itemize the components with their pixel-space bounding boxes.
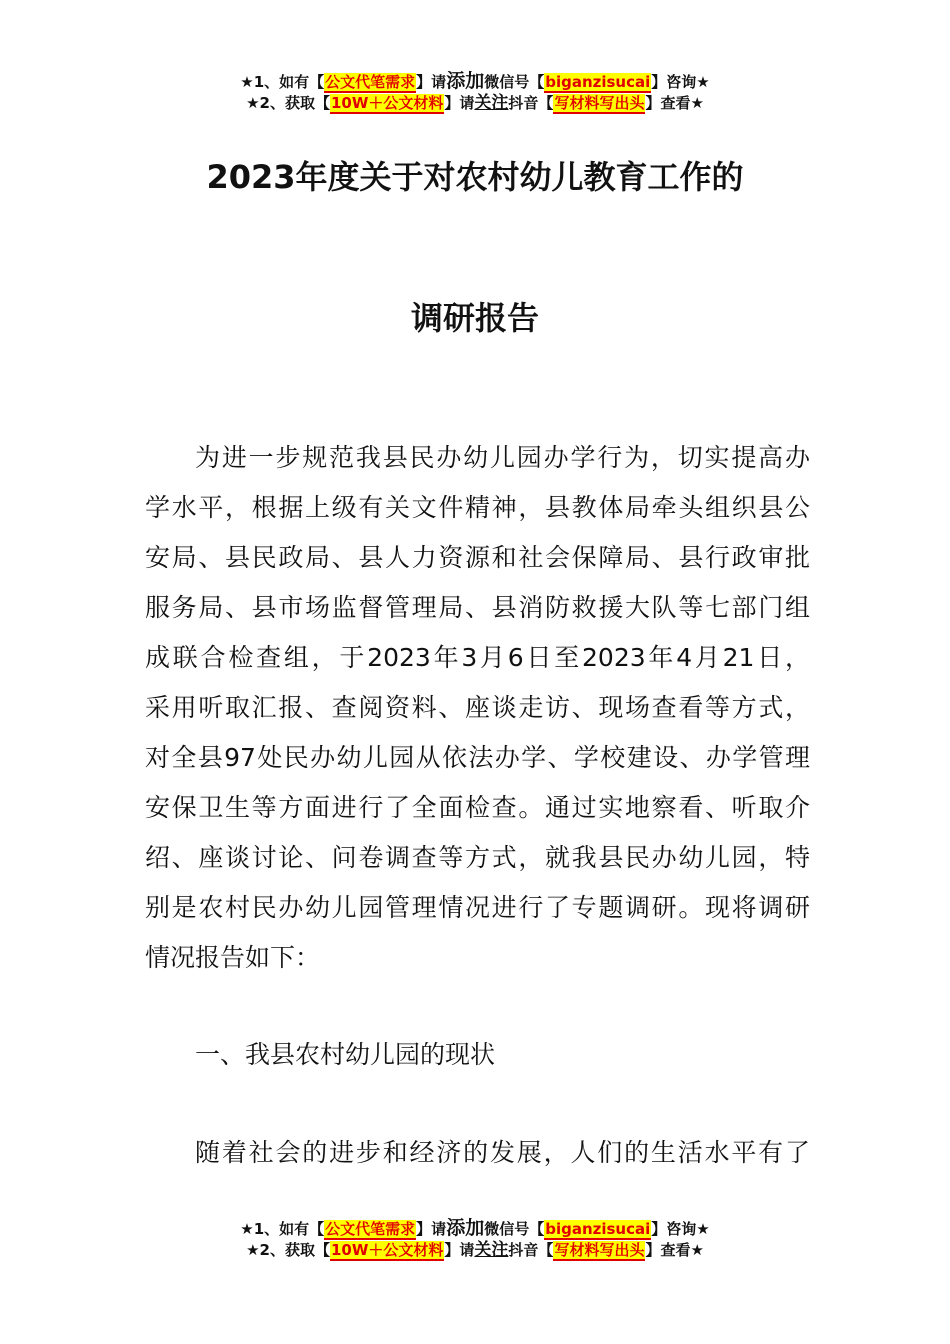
banner-text: 】查看★ [645, 1241, 704, 1259]
banner-douyin-id: 写材料写出头 [554, 94, 645, 112]
banner-text: 微信号【 [484, 1220, 545, 1238]
banner-emphasis: 添加 [446, 70, 485, 92]
banner-text: 】请 [416, 1220, 447, 1238]
paragraph-line: 安保卫生等方面进行了全面检查。通过实地察看、听取介 [145, 793, 810, 822]
banner-emphasis: 关注 [474, 1240, 509, 1260]
section-heading-text: 一、我县农村幼儿园的现状 [195, 1040, 496, 1069]
banner-text: 】请 [416, 73, 447, 91]
paragraph-line: 对全县97处民办幼儿园从依法办学、学校建设、办学管理 [145, 743, 810, 772]
banner-wechat-id: biganzisucai [545, 1220, 651, 1238]
paragraph-line: 成联合检查组，于2023年3月6日至2023年4月21日， [145, 643, 810, 672]
banner-highlight: 公文代笔需求 [325, 73, 416, 91]
paragraph-line: 情况报告如下： [145, 943, 321, 972]
banner-text: 】请 [444, 1241, 475, 1259]
banner-text: ★2、获取【 [246, 1241, 330, 1259]
banner-text: 微信号【 [484, 73, 545, 91]
banner-emphasis: 关注 [474, 93, 509, 113]
banner-wechat-id: biganzisucai [545, 73, 651, 91]
banner-line-1 [0, 1217, 950, 1239]
banner-text: 】请 [444, 94, 475, 112]
banner-text: 】咨询★ [651, 1220, 710, 1238]
paragraph-status [145, 1128, 810, 1178]
paragraph-line: 采用听取汇报、查阅资料、座谈走访、现场查看等方式， [145, 693, 810, 722]
banner-text: ★1、如有【 [240, 73, 325, 91]
document-title-line-2: 调研报告 [410, 299, 539, 337]
banner-text: 】查看★ [645, 94, 704, 112]
paragraph-line: 安局、县民政局、县人力资源和社会保障局、县行政审批 [145, 543, 810, 572]
banner-line-2 [0, 92, 950, 114]
banner-line-2 [0, 1239, 950, 1261]
banner-douyin-id: 写材料写出头 [554, 1241, 645, 1259]
promo-banner-bottom [0, 1217, 950, 1261]
paragraph-line: 绍、座谈讨论、问卷调查等方式，就我县民办幼儿园，特 [145, 843, 810, 872]
banner-text: ★2、获取【 [246, 94, 330, 112]
banner-line-1 [0, 70, 950, 92]
banner-highlight: 10W＋公文材料 [330, 94, 444, 112]
paragraph-line: 别是农村民办幼儿园管理情况进行了专题调研。现将调研 [145, 893, 810, 922]
banner-text: ★1、如有【 [240, 1220, 325, 1238]
banner-highlight: 10W＋公文材料 [330, 1241, 444, 1259]
banner-text: 】咨询★ [651, 73, 710, 91]
banner-highlight: 公文代笔需求 [325, 1220, 416, 1238]
document-title-line-1: 2023年度关于对农村幼儿教育工作的 [206, 158, 744, 196]
banner-text: 抖音【 [508, 94, 554, 112]
section-heading-1 [145, 1030, 810, 1080]
banner-text: 抖音【 [508, 1241, 554, 1259]
banner-emphasis: 添加 [446, 1217, 485, 1239]
paragraph-intro [145, 433, 810, 983]
paragraph-line: 学水平，根据上级有关文件精神，县教体局牵头组织县公 [145, 493, 810, 522]
paragraph-line: 服务局、县市场监督管理局、县消防救援大队等七部门组 [145, 593, 810, 622]
paragraph-line: 为进一步规范我县民办幼儿园办学行为，切实提高办 [195, 443, 810, 472]
promo-banner-top [0, 70, 950, 114]
paragraph-line: 随着社会的进步和经济的发展，人们的生活水平有了 [195, 1138, 810, 1167]
